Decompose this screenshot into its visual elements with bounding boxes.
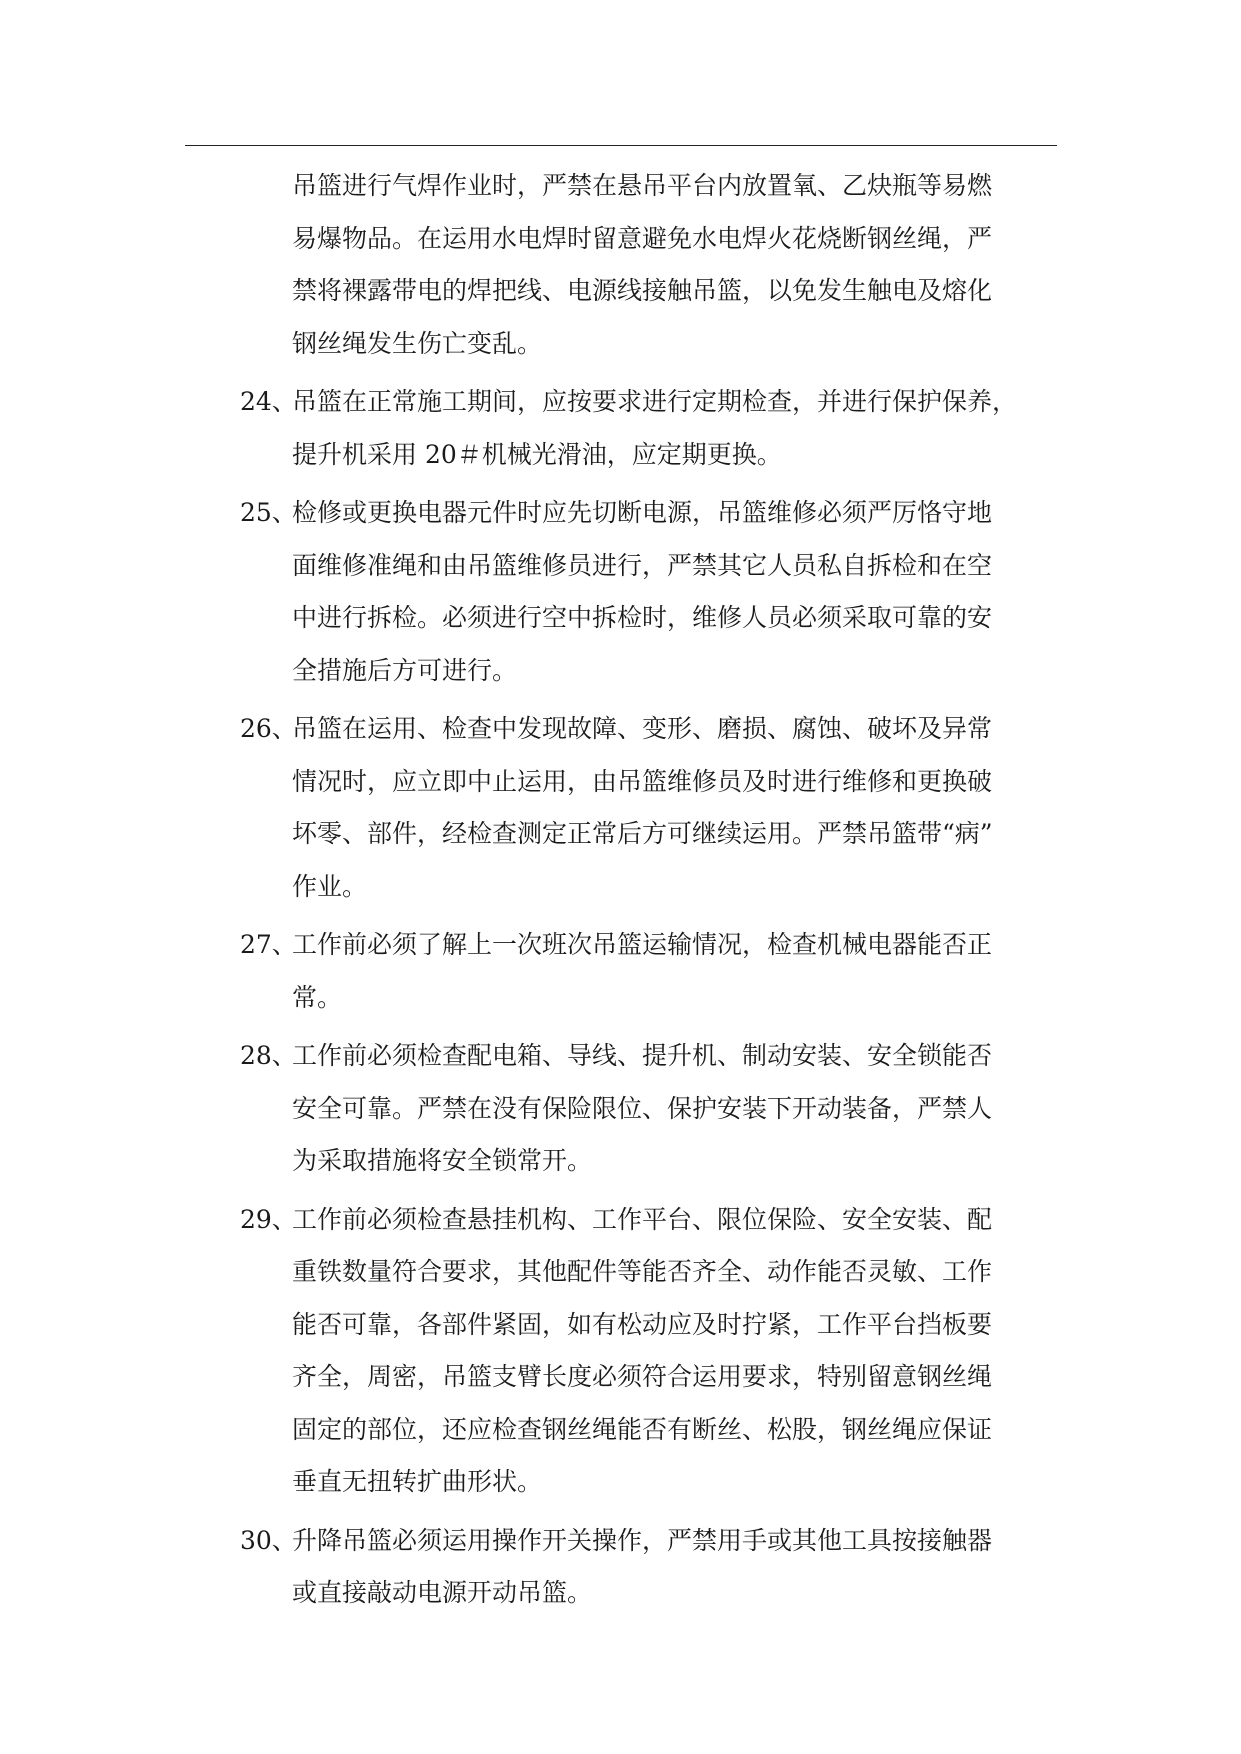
list-item-continuation bbox=[0, 160, 1241, 370]
item-line: 26、 吊篮在运用、检查中发现故障、变形、磨损、腐蚀、破坏及异常 bbox=[0, 703, 1241, 756]
item-line: 或直接敲动电源开动吊篮。 bbox=[292, 1578, 593, 1607]
item-line: 安全可靠。严禁在没有保险限位、保护安装下开动装备，严禁人 bbox=[292, 1093, 993, 1123]
item-number: 29、 bbox=[240, 1204, 297, 1234]
item-line: 30、 升降吊篮必须运用操作开关操作，严禁用手或其他工具按接触器 bbox=[0, 1515, 1241, 1568]
item-line: 重铁数量符合要求，其他配件等能否齐全、动作能否灵敏、工作 bbox=[292, 1257, 993, 1286]
item-line: 情况时，应立即中止运用，由吊篮维修员及时进行维修和更换破 bbox=[292, 766, 993, 796]
item-line: 垂直无扭转扩曲形状。 bbox=[292, 1467, 543, 1496]
item-line: 常。 bbox=[292, 982, 343, 1012]
list-item-30 bbox=[0, 1515, 1241, 1620]
item-line: 24、 吊篮在正常施工期间，应按要求进行定期检查，并进行保护保养， bbox=[0, 376, 1241, 429]
list-item-25 bbox=[0, 487, 1241, 697]
item-line: 为采取措施将安全锁常开。 bbox=[292, 1146, 593, 1175]
item-line: 25、 检修或更换电器元件时应先切断电源，吊篮维修必须严厉恪守地 bbox=[0, 487, 1241, 540]
list-item-26 bbox=[0, 703, 1241, 913]
item-line: 钢丝绳发生伤亡变乱。 bbox=[292, 328, 543, 358]
item-line: 能否可靠，各部件紧固，如有松动应及时拧紧，工作平台挡板要 bbox=[292, 1309, 993, 1339]
item-line: 面维修准绳和由吊篮维修员进行，严禁其它人员私自拆检和在空 bbox=[292, 550, 993, 580]
item-line: 易爆物品。在运用水电焊时留意避免水电焊火花烧断钢丝绳，严 bbox=[292, 223, 993, 253]
item-line: 禁将裸露带电的焊把线、电源线接触吊篮，以免发生触电及熔化 bbox=[292, 276, 993, 305]
list-item-24 bbox=[0, 376, 1241, 481]
item-number: 27、 bbox=[240, 930, 297, 959]
item-line: 作业。 bbox=[292, 871, 368, 901]
item-line: 固定的部位，还应检查钢丝绳能否有断丝、松股，钢丝绳应保证 bbox=[292, 1414, 993, 1444]
item-number: 30、 bbox=[240, 1525, 297, 1555]
list-item-29 bbox=[0, 1194, 1241, 1509]
item-number: 28、 bbox=[240, 1041, 297, 1070]
document-body bbox=[0, 160, 1241, 1626]
item-line: 提升机采用 20＃机械光滑油，应定期更换。 bbox=[292, 439, 782, 469]
item-number: 26、 bbox=[240, 714, 297, 743]
item-line: 全措施后方可进行。 bbox=[292, 655, 518, 685]
item-number: 25、 bbox=[240, 498, 297, 527]
item-number: 24、 bbox=[240, 387, 297, 416]
item-line: 齐全，周密，吊篮支臂长度必须符合运用要求，特别留意钢丝绳 bbox=[292, 1362, 993, 1391]
item-line: 29、 工作前必须检查悬挂机构、工作平台、限位保险、安全安装、配 bbox=[0, 1194, 1241, 1247]
list-item-27 bbox=[0, 919, 1241, 1024]
header-rule bbox=[185, 145, 1057, 146]
item-line: 吊篮进行气焊作业时，严禁在悬吊平台内放置氧、乙炔瓶等易燃 bbox=[292, 171, 993, 200]
list-item-28 bbox=[0, 1030, 1241, 1188]
item-line: 27、 工作前必须了解上一次班次吊篮运输情况，检查机械电器能否正 bbox=[0, 919, 1241, 972]
item-line: 28、 工作前必须检查配电箱、导线、提升机、制动安装、安全锁能否 bbox=[0, 1030, 1241, 1083]
item-line: 中进行拆检。必须进行空中拆检时，维修人员必须采取可靠的安 bbox=[292, 603, 993, 632]
item-line: 坏零、部件，经检查测定正常后方可继续运用。严禁吊篮带“病” bbox=[292, 819, 993, 848]
